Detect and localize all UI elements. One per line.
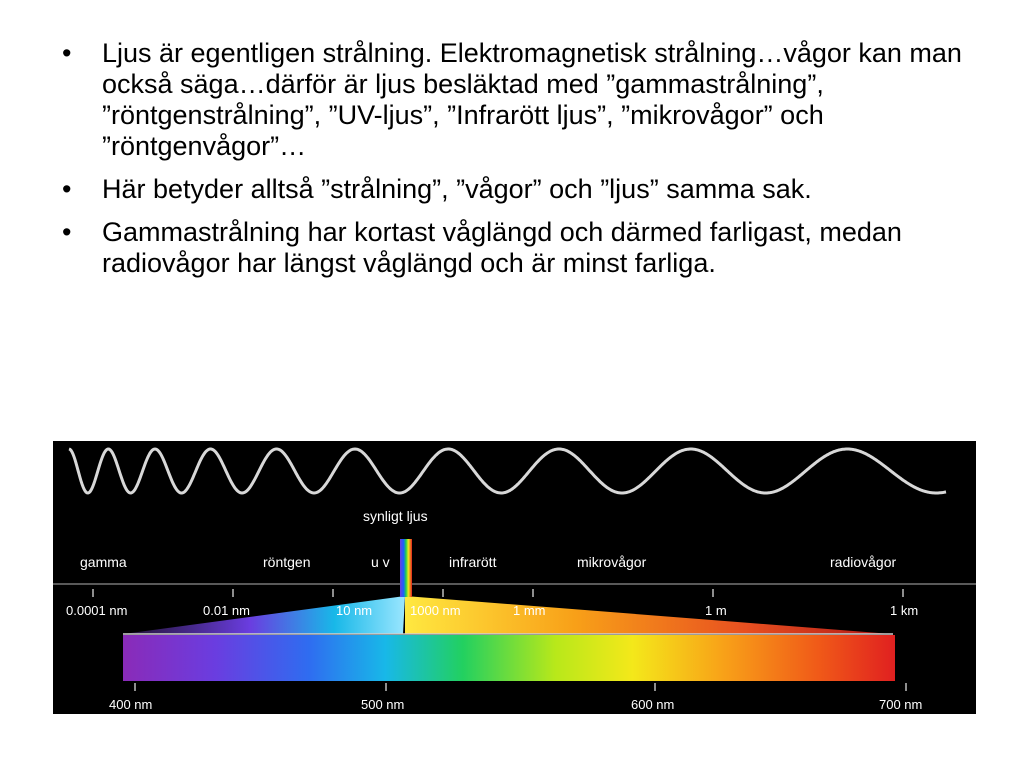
spectrum-diagram: [53, 441, 976, 714]
scale-tick-label: 1 km: [890, 603, 919, 618]
band-label-gamma: gamma: [80, 554, 127, 570]
bullet-text: Gammastrålning har kortast våglängd och därmed farligast, medan radiovågor har längst våglängd och är minst farliga.: [102, 217, 902, 278]
wave-line: [69, 449, 946, 493]
scale-tick-label: 1 mm: [513, 603, 546, 618]
visible-tick-label: 500 nm: [361, 697, 405, 712]
band-label-infrared: infrarött: [449, 554, 497, 570]
scale-tick-label: 1 m: [705, 603, 727, 618]
visible-strip: [400, 539, 412, 597]
bullet-marker: •: [62, 217, 72, 247]
bullet-item: [62, 38, 962, 162]
scale-tick-label: 10 nm: [336, 603, 373, 618]
bullet-marker: •: [62, 174, 72, 204]
bullet-marker: •: [62, 38, 72, 68]
bullet-text: Här betyder alltså ”strålning”, ”vågor” och ”ljus” samma sak.: [102, 174, 812, 204]
visible-spectrum-band: [123, 635, 895, 681]
fan-right: [405, 596, 891, 634]
bullet-text: Ljus är egentligen strålning. Elektromagnetisk strålning…vågor kan man också säga…därför är ljus besläktad med ”gammastrålning”, ”röntgenstrålning”, ”UV-ljus”, ”Infrarött ljus”, ”mikrovågor” och ”röntgenvågor”…: [102, 38, 962, 161]
band-label-uv: u v: [371, 554, 390, 570]
scale-tick-label: 0.0001 nm: [66, 603, 128, 618]
band-label-microwave: mikrovågor: [577, 554, 647, 570]
scale-tick-marks: [93, 589, 903, 597]
visible-tick-label: 400 nm: [109, 697, 153, 712]
visible-light-label: synligt ljus: [363, 508, 428, 524]
spectrum-svg: [53, 441, 976, 714]
scale-tick-label: 0.01 nm: [203, 603, 250, 618]
bullet-item: [62, 174, 962, 205]
band-label-radio: radiovågor: [830, 554, 897, 570]
scale-tick-label: 1000 nm: [410, 603, 461, 618]
bullet-item: [62, 217, 962, 279]
visible-tick-marks: [135, 683, 906, 691]
visible-tick-label: 600 nm: [631, 697, 675, 712]
bullet-list: [62, 38, 962, 291]
visible-tick-label: 700 nm: [879, 697, 923, 712]
band-label-xray: röntgen: [263, 554, 311, 570]
